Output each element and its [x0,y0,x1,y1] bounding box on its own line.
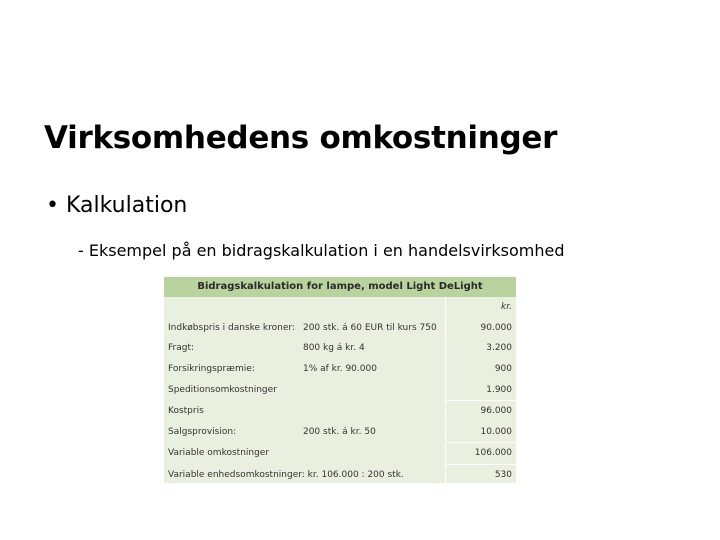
table-row [164,379,516,400]
row-detail: 800 kg á kr. 4 [302,343,365,354]
row-label: Speditionsomkostninger [168,384,277,395]
row-label: Variable enhedsomkostninger: kr. 106.000 : 200 stk. [168,469,404,480]
table-row [164,464,516,483]
row-value: 106.000 [446,443,516,465]
bullet-item: • Kalkulation [46,193,188,218]
table-row [164,318,516,339]
table-title: Bidragskalkulation for lampe, model Light DeLight [164,277,516,297]
row-label: Variable omkostninger [168,448,270,459]
table-row [164,443,516,465]
row-label: Salgsprovision: [168,427,237,438]
unit-header: kr. [446,297,516,318]
table-row [164,359,516,380]
header-cell-empty [299,297,446,318]
row-value: 90.000 [446,318,516,339]
row-label: Fragt: [168,343,195,354]
row-detail: 200 stk. á kr. 50 [302,427,376,438]
row-detail: 1% af kr. 90.000 [302,364,377,375]
row-value: 10.000 [446,422,516,443]
row-value: 3.200 [446,338,516,359]
row-label: Kostpris [168,406,204,417]
row-label: Forsikringspræmie: [168,364,255,375]
sub-bullet-item: - Eksempel på en bidragskalkulation i en handelsvirksomhed [78,241,565,260]
row-value: 1.900 [446,379,516,400]
slide-title: Virksomhedens omkostninger [44,120,558,156]
table-row [164,400,516,421]
table-row [164,338,516,359]
table-row [164,422,516,443]
row-value: 530 [446,464,516,483]
table-header-row [164,297,516,318]
row-value: 900 [446,359,516,380]
row-detail: 200 stk. á 60 EUR til kurs 750 [302,322,437,333]
table-body [164,297,516,483]
row-label: Indkøbspris i danske kroner: [168,322,295,333]
row-value: 96.000 [446,400,516,421]
header-cell-empty [164,297,299,318]
calculation-table [164,277,516,483]
